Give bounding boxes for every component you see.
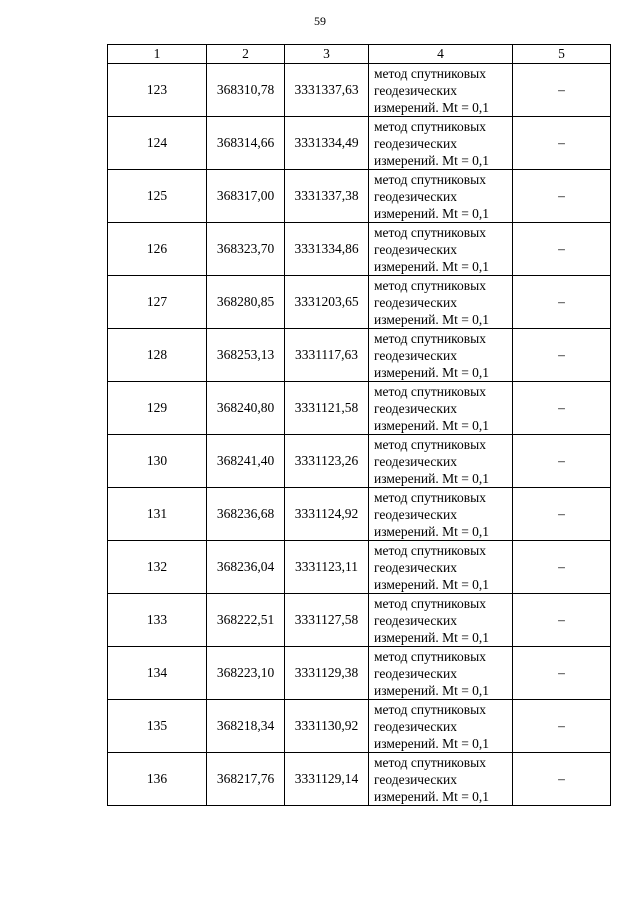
note-cell: –: [513, 223, 611, 276]
method-cell: [369, 117, 513, 170]
y-coordinate-cell: 3331337,38: [285, 170, 369, 223]
column-header: 3: [285, 45, 369, 64]
method-cell: [369, 700, 513, 753]
page-number: 59: [314, 14, 326, 28]
method-line: измерений. Mt = 0,1: [374, 205, 490, 221]
method-line: геодезических: [374, 665, 457, 681]
method-line: метод спутниковых: [374, 648, 486, 664]
method-line: метод спутниковых: [374, 595, 486, 611]
method-line: измерений. Mt = 0,1: [374, 682, 490, 698]
note-cell: –: [513, 647, 611, 700]
method-cell: [369, 170, 513, 223]
method-cell: [369, 594, 513, 647]
method-line: измерений. Mt = 0,1: [374, 311, 490, 327]
method-line: метод спутниковых: [374, 542, 486, 558]
x-coordinate-cell: 368236,04: [207, 541, 285, 594]
table-row: [108, 382, 611, 435]
table-row: [108, 647, 611, 700]
method-cell: [369, 382, 513, 435]
point-number-cell: 127: [108, 276, 207, 329]
method-cell: [369, 329, 513, 382]
method-line: измерений. Mt = 0,1: [374, 417, 490, 433]
method-line: геодезических: [374, 506, 457, 522]
point-number-cell: 126: [108, 223, 207, 276]
note-cell: –: [513, 753, 611, 806]
point-number-cell: 132: [108, 541, 207, 594]
table-row: [108, 488, 611, 541]
method-line: геодезических: [374, 612, 457, 628]
method-cell: [369, 647, 513, 700]
note-cell: –: [513, 435, 611, 488]
method-cell: [369, 435, 513, 488]
method-line: измерений. Mt = 0,1: [374, 364, 490, 380]
x-coordinate-cell: 368223,10: [207, 647, 285, 700]
y-coordinate-cell: 3331121,58: [285, 382, 369, 435]
point-number-cell: 133: [108, 594, 207, 647]
note-cell: –: [513, 276, 611, 329]
x-coordinate-cell: 368314,66: [207, 117, 285, 170]
method-line: измерений. Mt = 0,1: [374, 788, 490, 804]
x-coordinate-cell: 368280,85: [207, 276, 285, 329]
note-cell: –: [513, 541, 611, 594]
method-cell: [369, 488, 513, 541]
y-coordinate-cell: 3331123,11: [285, 541, 369, 594]
point-number-cell: 129: [108, 382, 207, 435]
method-line: метод спутниковых: [374, 489, 486, 505]
method-line: метод спутниковых: [374, 171, 486, 187]
method-line: метод спутниковых: [374, 65, 486, 81]
y-coordinate-cell: 3331123,26: [285, 435, 369, 488]
method-line: метод спутниковых: [374, 754, 486, 770]
x-coordinate-cell: 368241,40: [207, 435, 285, 488]
y-coordinate-cell: 3331334,49: [285, 117, 369, 170]
table-row: [108, 276, 611, 329]
x-coordinate-cell: 368323,70: [207, 223, 285, 276]
method-line: метод спутниковых: [374, 383, 486, 399]
point-number-cell: 136: [108, 753, 207, 806]
table-row: [108, 541, 611, 594]
y-coordinate-cell: 3331127,58: [285, 594, 369, 647]
method-line: измерений. Mt = 0,1: [374, 629, 490, 645]
column-header: 2: [207, 45, 285, 64]
column-header: 1: [108, 45, 207, 64]
table-header-row: [108, 45, 611, 64]
method-cell: [369, 753, 513, 806]
table-row: [108, 64, 611, 117]
note-cell: –: [513, 594, 611, 647]
method-line: метод спутниковых: [374, 118, 486, 134]
note-cell: –: [513, 170, 611, 223]
x-coordinate-cell: 368240,80: [207, 382, 285, 435]
method-line: измерений. Mt = 0,1: [374, 258, 490, 274]
note-cell: –: [513, 488, 611, 541]
y-coordinate-cell: 3331203,65: [285, 276, 369, 329]
method-cell: [369, 223, 513, 276]
y-coordinate-cell: 3331129,38: [285, 647, 369, 700]
method-line: метод спутниковых: [374, 224, 486, 240]
y-coordinate-cell: 3331117,63: [285, 329, 369, 382]
note-cell: –: [513, 382, 611, 435]
x-coordinate-cell: 368218,34: [207, 700, 285, 753]
method-line: измерений. Mt = 0,1: [374, 99, 490, 115]
method-line: геодезических: [374, 347, 457, 363]
method-line: геодезических: [374, 718, 457, 734]
table-body: [108, 45, 611, 806]
point-number-cell: 128: [108, 329, 207, 382]
method-line: измерений. Mt = 0,1: [374, 735, 490, 751]
x-coordinate-cell: 368310,78: [207, 64, 285, 117]
table-row: [108, 170, 611, 223]
point-number-cell: 125: [108, 170, 207, 223]
point-number-cell: 131: [108, 488, 207, 541]
point-number-cell: 124: [108, 117, 207, 170]
method-line: геодезических: [374, 294, 457, 310]
note-cell: –: [513, 700, 611, 753]
table-row: [108, 753, 611, 806]
x-coordinate-cell: 368236,68: [207, 488, 285, 541]
method-line: метод спутниковых: [374, 436, 486, 452]
x-coordinate-cell: 368222,51: [207, 594, 285, 647]
method-line: геодезических: [374, 771, 457, 787]
y-coordinate-cell: 3331334,86: [285, 223, 369, 276]
column-header: 5: [513, 45, 611, 64]
method-line: геодезических: [374, 241, 457, 257]
table-row: [108, 594, 611, 647]
method-line: измерений. Mt = 0,1: [374, 576, 490, 592]
y-coordinate-cell: 3331124,92: [285, 488, 369, 541]
table-row: [108, 117, 611, 170]
method-line: метод спутниковых: [374, 330, 486, 346]
y-coordinate-cell: 3331129,14: [285, 753, 369, 806]
method-line: геодезических: [374, 559, 457, 575]
point-number-cell: 134: [108, 647, 207, 700]
coordinates-table: [107, 44, 611, 806]
column-header: 4: [369, 45, 513, 64]
y-coordinate-cell: 3331337,63: [285, 64, 369, 117]
x-coordinate-cell: 368317,00: [207, 170, 285, 223]
table-row: [108, 700, 611, 753]
method-line: метод спутниковых: [374, 277, 486, 293]
note-cell: –: [513, 64, 611, 117]
table-row: [108, 435, 611, 488]
method-line: геодезических: [374, 453, 457, 469]
note-cell: –: [513, 329, 611, 382]
method-cell: [369, 276, 513, 329]
x-coordinate-cell: 368217,76: [207, 753, 285, 806]
method-line: геодезических: [374, 135, 457, 151]
point-number-cell: 130: [108, 435, 207, 488]
method-line: геодезических: [374, 188, 457, 204]
y-coordinate-cell: 3331130,92: [285, 700, 369, 753]
method-line: измерений. Mt = 0,1: [374, 523, 490, 539]
method-cell: [369, 541, 513, 594]
point-number-cell: 123: [108, 64, 207, 117]
method-line: геодезических: [374, 400, 457, 416]
note-cell: –: [513, 117, 611, 170]
table-row: [108, 329, 611, 382]
x-coordinate-cell: 368253,13: [207, 329, 285, 382]
method-cell: [369, 64, 513, 117]
table-row: [108, 223, 611, 276]
method-line: измерений. Mt = 0,1: [374, 470, 490, 486]
point-number-cell: 135: [108, 700, 207, 753]
method-line: геодезических: [374, 82, 457, 98]
method-line: измерений. Mt = 0,1: [374, 152, 490, 168]
method-line: метод спутниковых: [374, 701, 486, 717]
